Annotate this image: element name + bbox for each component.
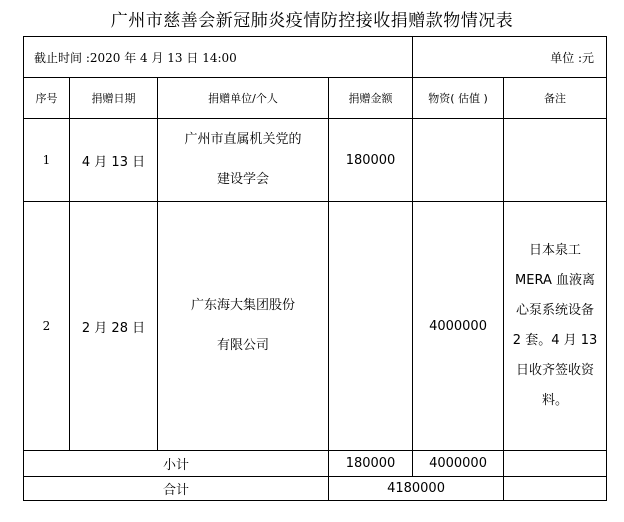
header-amount: 捐赠金额 bbox=[329, 78, 413, 119]
header-remark: 备注 bbox=[504, 78, 607, 119]
remark-line: 2 套。4 月 13 bbox=[512, 333, 598, 348]
remark-line: 日本泉工 bbox=[529, 243, 582, 258]
row-material bbox=[413, 119, 504, 202]
subtotal-label: 小计 bbox=[24, 451, 329, 477]
header-date: 捐赠日期 bbox=[70, 78, 158, 119]
cutoff-time: 截止时间 :2020 年 4 月 13 日 14:00 bbox=[24, 37, 413, 78]
row-seq: 1 bbox=[24, 119, 70, 202]
table-row bbox=[24, 202, 607, 451]
donor-line: 建设学会 bbox=[216, 172, 269, 187]
remark-line: 日收齐签收资 bbox=[516, 363, 595, 378]
row-date: 4 月 13 日 bbox=[70, 119, 158, 202]
total-value: 4180000 bbox=[329, 477, 504, 501]
row-remark bbox=[504, 202, 607, 451]
remark-line: MERA 血液离 bbox=[515, 273, 596, 288]
row-seq: 2 bbox=[24, 202, 70, 451]
remark-line: 料。 bbox=[542, 393, 569, 408]
header-material: 物资( 估值 ) bbox=[413, 78, 504, 119]
row-amount bbox=[329, 202, 413, 451]
subtotal-row bbox=[24, 451, 607, 477]
subtotal-amount: 180000 bbox=[329, 451, 413, 477]
row-date: 2 月 28 日 bbox=[70, 202, 158, 451]
remark-line: 心泵系统设备 bbox=[516, 303, 595, 318]
header-donor: 捐赠单位/个人 bbox=[158, 78, 329, 119]
document-title: 广州市慈善会新冠肺炎疫情防控接收捐赠款物情况表 bbox=[110, 11, 514, 31]
row-amount: 180000 bbox=[329, 119, 413, 202]
donor-line: 广州市直属机关党的 bbox=[184, 132, 302, 147]
header-row bbox=[24, 78, 607, 119]
row-material: 4000000 bbox=[413, 202, 504, 451]
subtotal-remark bbox=[504, 451, 607, 477]
info-row bbox=[24, 37, 607, 78]
unit-label: 单位 :元 bbox=[413, 37, 607, 78]
donation-table bbox=[23, 36, 607, 501]
subtotal-material: 4000000 bbox=[413, 451, 504, 477]
total-remark bbox=[504, 477, 607, 501]
table-row bbox=[24, 119, 607, 202]
header-seq: 序号 bbox=[24, 78, 70, 119]
donor-line: 广东海大集团股份 bbox=[190, 298, 295, 313]
total-label: 合计 bbox=[24, 477, 329, 501]
row-remark bbox=[504, 119, 607, 202]
total-row bbox=[24, 477, 607, 501]
row-donor bbox=[158, 202, 329, 451]
donor-line: 有限公司 bbox=[216, 338, 269, 353]
row-donor bbox=[158, 119, 329, 202]
